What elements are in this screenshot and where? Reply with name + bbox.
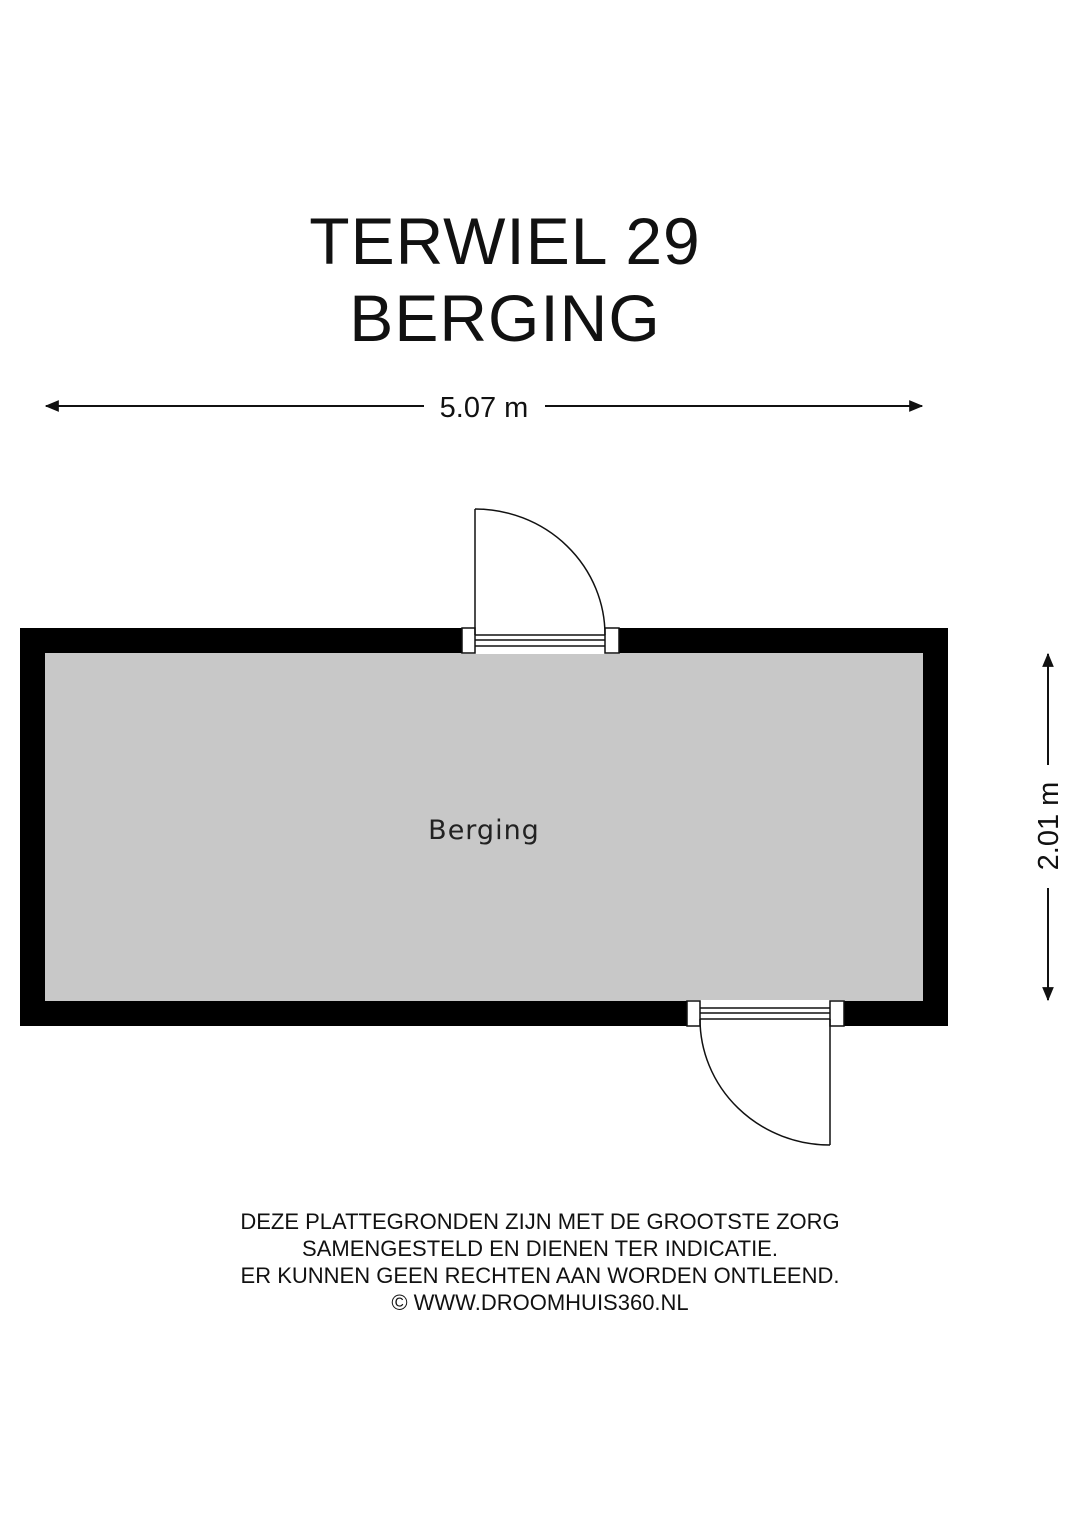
- disclaimer-line: ER KUNNEN GEEN RECHTEN AAN WORDEN ONTLEEND.: [240, 1263, 840, 1288]
- plan-title: TERWIEL 29: [309, 204, 701, 278]
- plan-subtitle: BERGING: [349, 281, 661, 355]
- width-dimension: [46, 392, 922, 424]
- disclaimer-line: SAMENGESTELD EN DIENEN TER INDICATIE.: [302, 1236, 778, 1261]
- width-label: 5.07 m: [439, 392, 529, 424]
- disclaimer: [0, 1208, 1080, 1316]
- disclaimer-line: DEZE PLATTEGRONDEN ZIJN MET DE GROOTSTE ZORG: [240, 1209, 840, 1234]
- height-dimension: [1033, 654, 1065, 1000]
- room-label: Berging: [428, 815, 540, 846]
- height-label: 2.01 m: [1033, 781, 1065, 871]
- copyright-link: © WWW.DROOMHUIS360.NL: [391, 1290, 689, 1315]
